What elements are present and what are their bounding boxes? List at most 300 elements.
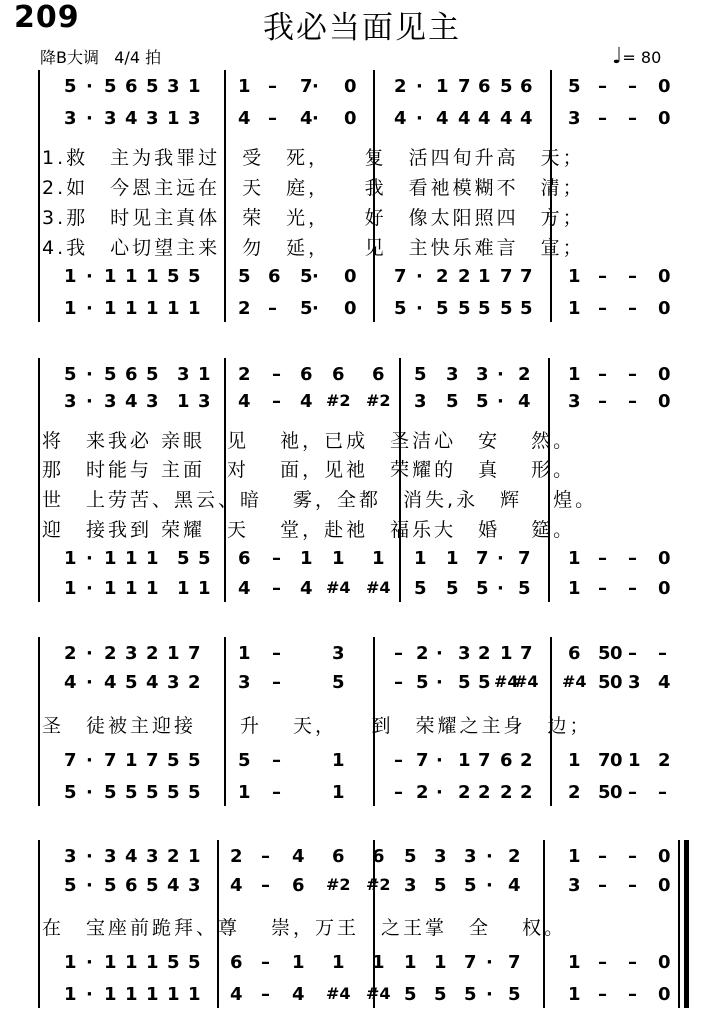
key-signature — [40, 45, 161, 68]
lyric-line: 世 上劳苦、黑云、暗 雾，全都 消失,永 辉 煌。 — [42, 489, 598, 511]
note: 4 — [238, 108, 251, 129]
note: 7 — [64, 750, 77, 771]
note: 5 — [508, 984, 521, 1005]
note: 5 — [167, 266, 180, 287]
note: · — [86, 782, 93, 803]
note: 0 — [658, 984, 671, 1005]
note: 4 — [125, 108, 138, 129]
note: 5 — [478, 672, 491, 693]
lyric-line: 4.我 心切望主来 勿 延， 见 主快乐难言 宣； — [42, 237, 585, 259]
note: 7 — [518, 548, 531, 569]
note: – — [628, 76, 637, 97]
note: #4 — [366, 578, 391, 597]
note: 0 — [658, 846, 671, 867]
note: 5 — [104, 364, 117, 385]
lyric-line: 那 时能与 主面 对 面，见祂 荣耀的 真 形。 — [42, 459, 576, 481]
note: 5 — [568, 76, 581, 97]
note: 2 — [458, 782, 471, 803]
system-start-bar — [38, 70, 40, 322]
note: 5 — [188, 782, 201, 803]
system-start-bar — [38, 840, 40, 1008]
note: 1 — [568, 750, 581, 771]
note: – — [598, 578, 607, 599]
note: 5 — [434, 875, 447, 896]
note: · — [436, 672, 443, 693]
note: 2 — [436, 266, 449, 287]
note: 5 — [458, 672, 471, 693]
note: 5 — [167, 952, 180, 973]
note: 5 — [167, 750, 180, 771]
note: 1 — [104, 952, 117, 973]
note: 1 — [104, 984, 117, 1005]
note: 6 — [372, 364, 385, 385]
tempo-marking — [612, 44, 661, 69]
note: 1 — [125, 578, 138, 599]
note: #4 — [326, 984, 351, 1003]
note: 1 — [125, 952, 138, 973]
note: 5 — [238, 750, 251, 771]
note: · — [436, 782, 443, 803]
note: – — [394, 643, 403, 664]
note: 5 — [520, 298, 533, 319]
note: 5 — [436, 298, 449, 319]
note: – — [628, 364, 637, 385]
note: 1 — [568, 984, 581, 1005]
note: · — [86, 391, 93, 412]
note: 4 — [167, 875, 180, 896]
note: – — [598, 846, 607, 867]
note: 3 — [568, 108, 581, 129]
note: 1 — [104, 266, 117, 287]
note: 5 — [177, 548, 190, 569]
lyric-line: 将 来我必 亲眼 见 祂，已成 圣洁心 安 然。 — [42, 430, 576, 452]
note: 2 — [188, 672, 201, 693]
note: 1 — [414, 548, 427, 569]
note: – — [628, 548, 637, 569]
note: 1 — [104, 578, 117, 599]
note: 5 — [414, 364, 427, 385]
note: 3 — [476, 364, 489, 385]
note: 6 — [478, 76, 491, 97]
note: – — [628, 643, 637, 664]
note: 3 — [146, 846, 159, 867]
note: – — [628, 952, 637, 973]
note: 0 — [658, 298, 671, 319]
note: 4 — [658, 672, 671, 693]
note: 3 — [628, 672, 641, 693]
note: 3 — [458, 643, 471, 664]
note: 4 — [64, 672, 77, 693]
note: 2 — [478, 643, 491, 664]
note: 4 — [436, 108, 449, 129]
note: 5 — [434, 984, 447, 1005]
note: 1 — [167, 108, 180, 129]
note: #2 — [326, 875, 351, 894]
note: #4 — [562, 672, 587, 691]
note: 4 — [230, 875, 243, 896]
note: 1 — [372, 548, 385, 569]
note: – — [598, 76, 607, 97]
note: – — [598, 298, 607, 319]
note: 4 — [458, 108, 471, 129]
note: 1 — [568, 548, 581, 569]
note: · — [312, 108, 319, 129]
note: 7 — [476, 548, 489, 569]
note: 4 — [520, 108, 533, 129]
lyric-line: 圣 徒被主迎接 升 天， 到 荣耀之主身 边； — [42, 715, 592, 737]
note: 0 — [610, 643, 623, 664]
note: 3 — [464, 846, 477, 867]
note: – — [598, 548, 607, 569]
note: 0 — [344, 108, 357, 129]
note: 3 — [446, 364, 459, 385]
note: 4 — [230, 984, 243, 1005]
note: 5 — [598, 782, 611, 803]
note: 1 — [64, 298, 77, 319]
note: 6 — [125, 76, 138, 97]
note: 3 — [104, 391, 117, 412]
note: – — [394, 672, 403, 693]
note: 6 — [125, 364, 138, 385]
tempo-value: = 80 — [622, 48, 662, 67]
note: 1 — [188, 984, 201, 1005]
note: 2 — [416, 643, 429, 664]
note: 5 — [478, 298, 491, 319]
note: 5 — [104, 76, 117, 97]
lyric-line: 3.那 时见主真体 荣 光， 好 像太阳照四 方； — [42, 207, 585, 229]
note: · — [86, 846, 93, 867]
note: 4 — [500, 108, 513, 129]
note: 1 — [64, 984, 77, 1005]
note: · — [416, 298, 423, 319]
note: – — [598, 984, 607, 1005]
note: 6 — [125, 875, 138, 896]
note: 4 — [300, 578, 313, 599]
note: 1 — [568, 578, 581, 599]
note: 6 — [238, 548, 251, 569]
note: #4 — [326, 578, 351, 597]
note: 2 — [230, 846, 243, 867]
note: · — [497, 364, 504, 385]
note: 1 — [372, 952, 385, 973]
note: · — [497, 578, 504, 599]
note: · — [312, 298, 319, 319]
lyric-line: 1.救 主为我罪过 受 死， 复 活四旬升高 天； — [42, 147, 585, 169]
note: – — [628, 846, 637, 867]
note: 0 — [658, 548, 671, 569]
note: 7 — [598, 750, 611, 771]
note: 7 — [520, 643, 533, 664]
note: 6 — [332, 846, 345, 867]
note: 7 — [146, 750, 159, 771]
note: 3 — [332, 643, 345, 664]
note: 1 — [568, 364, 581, 385]
note: 1 — [64, 548, 77, 569]
note: 6 — [268, 266, 281, 287]
note: · — [312, 76, 319, 97]
note: 4 — [146, 672, 159, 693]
note: – — [261, 875, 270, 896]
note: 5 — [188, 266, 201, 287]
note: 1 — [64, 578, 77, 599]
note: · — [86, 108, 93, 129]
note: – — [628, 578, 637, 599]
note: – — [598, 875, 607, 896]
note: 0 — [344, 266, 357, 287]
note: 1 — [198, 364, 211, 385]
note: 6 — [568, 643, 581, 664]
note: 3 — [568, 875, 581, 896]
note: 1 — [446, 548, 459, 569]
note: 1 — [568, 952, 581, 973]
note: 0 — [658, 364, 671, 385]
note: 5 — [598, 643, 611, 664]
note: 0 — [344, 76, 357, 97]
note: 7 — [520, 266, 533, 287]
note: 3 — [238, 672, 251, 693]
note: #2 — [326, 391, 351, 410]
note: 7 — [188, 643, 201, 664]
note: 0 — [610, 672, 623, 693]
note: 7 — [478, 750, 491, 771]
note: · — [86, 364, 93, 385]
note: 5 — [414, 578, 427, 599]
note: 1 — [458, 750, 471, 771]
note: 1 — [332, 952, 345, 973]
note: 3 — [188, 108, 201, 129]
note: 5 — [125, 672, 138, 693]
note: 1 — [188, 846, 201, 867]
final-barline — [684, 840, 689, 1008]
note: 3 — [188, 875, 201, 896]
note: 1 — [478, 266, 491, 287]
note: 1 — [332, 782, 345, 803]
note: 5 — [104, 782, 117, 803]
note: 2 — [238, 364, 251, 385]
note: 7 — [416, 750, 429, 771]
note: · — [86, 875, 93, 896]
note: 1 — [292, 952, 305, 973]
note: 5 — [500, 298, 513, 319]
note: 7 — [458, 76, 471, 97]
lyric-line: 迎 接我到 荣耀 天 堂，赴祂 福乐大 婚 筵。 — [42, 519, 576, 541]
note: 4 — [300, 391, 313, 412]
note: 0 — [344, 298, 357, 319]
note: 2 — [394, 76, 407, 97]
note: 1 — [404, 952, 417, 973]
note: – — [658, 643, 667, 664]
note: 0 — [658, 578, 671, 599]
note: 1 — [238, 76, 251, 97]
note: · — [86, 266, 93, 287]
note: 7 — [394, 266, 407, 287]
note: 2 — [167, 846, 180, 867]
note: 3 — [146, 108, 159, 129]
key-label: 降B大调 — [40, 48, 99, 67]
note: – — [272, 672, 281, 693]
note: 1 — [177, 391, 190, 412]
hymn-title: 我必当面见主 — [263, 10, 461, 46]
note: · — [86, 578, 93, 599]
note: – — [272, 364, 281, 385]
note: 7 — [300, 76, 313, 97]
note: 3 — [64, 391, 77, 412]
note: 5 — [300, 298, 313, 319]
note: – — [261, 984, 270, 1005]
note: 0 — [658, 952, 671, 973]
note: 5 — [146, 875, 159, 896]
note: 4 — [238, 578, 251, 599]
note: 2 — [508, 846, 521, 867]
quarter-note-icon: ♩ — [612, 44, 623, 69]
note: 5 — [146, 782, 159, 803]
note: 6 — [500, 750, 513, 771]
note: 2 — [146, 643, 159, 664]
note: 2 — [458, 266, 471, 287]
note: 1 — [104, 548, 117, 569]
note: 1 — [146, 984, 159, 1005]
note: 2 — [416, 782, 429, 803]
note: 4 — [238, 391, 251, 412]
note: 5 — [64, 364, 77, 385]
note: 1 — [125, 984, 138, 1005]
note: 3 — [167, 76, 180, 97]
note: 4 — [300, 108, 313, 129]
note: 1 — [146, 952, 159, 973]
note: · — [486, 952, 493, 973]
note: 2 — [658, 750, 671, 771]
note: 3 — [167, 672, 180, 693]
note: 5 — [416, 672, 429, 693]
note: – — [658, 782, 667, 803]
note: 3 — [104, 108, 117, 129]
note: 4 — [125, 391, 138, 412]
note: 2 — [104, 643, 117, 664]
note: – — [394, 750, 403, 771]
note: 1 — [188, 76, 201, 97]
note: 1 — [568, 298, 581, 319]
note: 5 — [394, 298, 407, 319]
note: 0 — [658, 266, 671, 287]
note: 5 — [464, 875, 477, 896]
note: – — [272, 391, 281, 412]
note: 1 — [568, 846, 581, 867]
note: 0 — [658, 875, 671, 896]
note: 1 — [146, 266, 159, 287]
note: – — [268, 76, 277, 97]
note: #2 — [366, 875, 391, 894]
note: 2 — [518, 364, 531, 385]
note: 5 — [404, 846, 417, 867]
note: 7 — [508, 952, 521, 973]
note: – — [268, 108, 277, 129]
final-barline — [678, 840, 680, 1008]
note: 3 — [434, 846, 447, 867]
note: 1 — [146, 298, 159, 319]
note: #2 — [366, 391, 391, 410]
note: – — [628, 298, 637, 319]
note: 1 — [167, 298, 180, 319]
note: 5 — [188, 952, 201, 973]
note: 3 — [125, 643, 138, 664]
note: 5 — [518, 578, 531, 599]
note: 1 — [125, 548, 138, 569]
note: 1 — [104, 298, 117, 319]
note: – — [261, 952, 270, 973]
note: 4 — [394, 108, 407, 129]
note: #4 — [514, 672, 539, 691]
note: 1 — [125, 266, 138, 287]
note: 1 — [177, 578, 190, 599]
note: 1 — [64, 952, 77, 973]
note: – — [272, 750, 281, 771]
note: – — [628, 108, 637, 129]
note: 7 — [500, 266, 513, 287]
note: 3 — [404, 875, 417, 896]
note: · — [312, 266, 319, 287]
note: · — [86, 672, 93, 693]
note: – — [261, 846, 270, 867]
note: #4 — [494, 672, 519, 691]
note: 4 — [125, 846, 138, 867]
note: 1 — [146, 548, 159, 569]
system-start-bar — [38, 637, 40, 806]
note: 2 — [520, 782, 533, 803]
note: · — [416, 266, 423, 287]
note: · — [86, 548, 93, 569]
meter-label: 4/4 拍 — [114, 48, 162, 67]
note: 1 — [628, 750, 641, 771]
note: 5 — [500, 76, 513, 97]
note: · — [86, 298, 93, 319]
note: 2 — [568, 782, 581, 803]
note: 5 — [446, 578, 459, 599]
note: – — [598, 364, 607, 385]
note: 2 — [520, 750, 533, 771]
note: – — [628, 782, 637, 803]
note: – — [272, 578, 281, 599]
note: · — [497, 391, 504, 412]
note: 3 — [568, 391, 581, 412]
note: 6 — [230, 952, 243, 973]
note: 0 — [658, 76, 671, 97]
note: 0 — [658, 108, 671, 129]
note: – — [628, 984, 637, 1005]
note: 3 — [64, 846, 77, 867]
note: 5 — [446, 391, 459, 412]
note: 1 — [64, 266, 77, 287]
note: 1 — [125, 750, 138, 771]
lyric-line: 2.如 今恩主远在 天 庭， 我 看祂模糊不 清； — [42, 177, 585, 199]
note: 1 — [332, 548, 345, 569]
note: 2 — [478, 782, 491, 803]
note: 5 — [167, 782, 180, 803]
note: · — [416, 108, 423, 129]
note: 5 — [198, 548, 211, 569]
note: 3 — [146, 391, 159, 412]
note: 2 — [238, 298, 251, 319]
note: · — [86, 984, 93, 1005]
system-start-bar — [38, 358, 40, 602]
note: 1 — [167, 984, 180, 1005]
note: 4 — [518, 391, 531, 412]
note: 1 — [146, 578, 159, 599]
note: 6 — [372, 846, 385, 867]
note: 7 — [464, 952, 477, 973]
note: 5 — [146, 76, 159, 97]
note: 5 — [476, 391, 489, 412]
note: 1 — [125, 298, 138, 319]
